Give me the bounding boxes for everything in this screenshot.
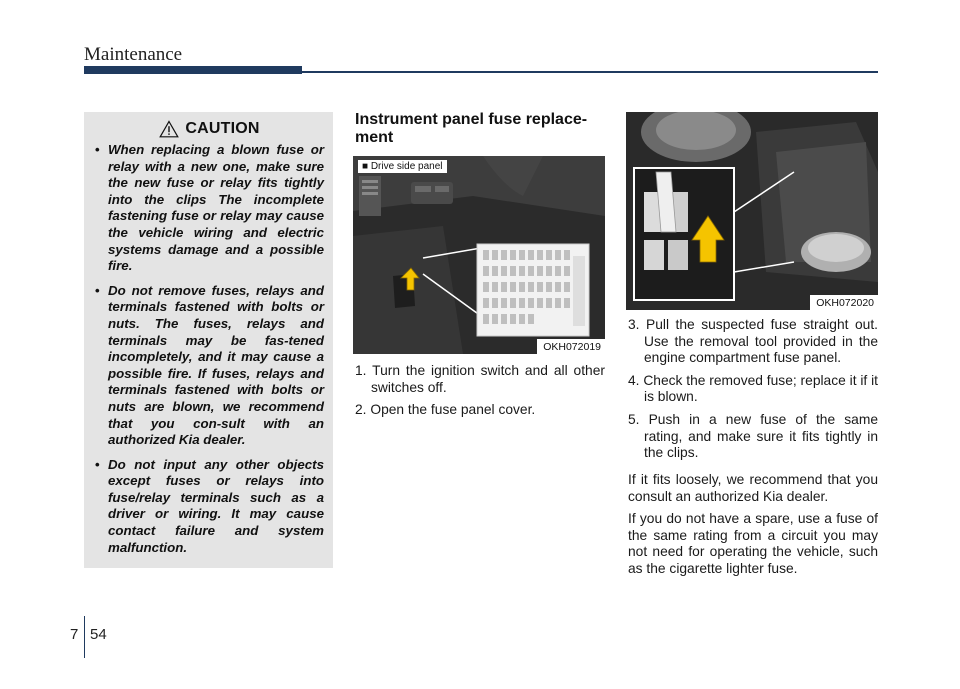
fuse-removal-illustration (626, 112, 878, 310)
note-paragraph: If it fits loosely, we recommend that you consult an authorized Kia dealer. (628, 472, 878, 504)
figure-tag: ■ Drive side panel (358, 160, 447, 173)
caution-item: • When replacing a blown fuse or relay with a new one, make sure the new fuse or relay fits tightly into the clips The incomplete fastening fuse or relay may cause the vehicle wiring and electric systems damage and a possible fire. (95, 142, 324, 274)
figure-code: OKH072019 (537, 339, 605, 354)
step-item: 3. Pull the suspected fuse straight out. Use the removal tool provided in the engine compartment fuse panel. (628, 317, 878, 366)
steps-list-left (355, 363, 605, 425)
figure-drive-side-panel (353, 156, 605, 354)
step-item: 4. Check the removed fuse; replace it if it is blown. (628, 372, 878, 405)
chapter-number: 7 (70, 626, 79, 643)
step-item: 5. Push in a new fuse of the same rating, and make sure it fits tightly in the clips. (628, 411, 878, 461)
caution-box (84, 112, 333, 568)
step-item: 1. Turn the ignition switch and all other switches off. (355, 363, 605, 395)
warning-triangle-icon (159, 120, 179, 138)
header-rule (302, 71, 878, 73)
caution-item-text: Do not remove fuses, relays and terminals fastened with bolts or nuts. The fuses, relays and terminals may be fas-tened incompletely, and it may cause a possible fire. If fuses, relays and terminals fastened with bolts or nuts are blown, we recommend that you con-sult with an authorized Kia dealer. (108, 282, 324, 448)
caution-item-text: When replacing a blown fuse or relay with a new one, make sure the new fuse or relay fits tightly into the clips The incomplete fastening fuse or relay may cause the vehicle wiring and electric systems damage and a possible fire. (108, 142, 324, 274)
caution-item: • Do not input any other objects except fuses or relays into fuse/relay terminals such as a driver or wiring. It may cause contact failure and system malfunction. (95, 456, 324, 555)
header-bar (84, 66, 302, 74)
caution-item-text: Do not input any other objects except fuses or relays into fuse/relay terminals such as a driver or wiring. It may cause contact failure and system malfunction. (108, 456, 324, 555)
fuse-panel-illustration (353, 156, 605, 354)
caution-list (95, 142, 324, 556)
section-title: Maintenance (84, 44, 183, 65)
steps-list-right (628, 317, 878, 468)
caution-item: • Do not remove fuses, relays and terminals fastened with bolts or nuts. The fuses, relays and terminals may be fas-tened incompletely, and it may cause a possible fire. If fuses, relays and terminals fastened with bolts or nuts are blown, we recommend that you con-sult with an authorized Kia dealer. (95, 282, 324, 448)
caution-title: CAUTION (185, 120, 260, 137)
figure-fuse-removal (626, 112, 878, 310)
footer-rule (84, 616, 85, 658)
page-number: 54 (90, 626, 107, 643)
section-heading: Instrument panel fuse replace-ment (355, 111, 588, 146)
figure-code: OKH072020 (810, 295, 878, 310)
step-item: 2. Open the fuse panel cover. (355, 402, 536, 418)
note-paragraph: If you do not have a spare, use a fuse of the same rating from a circuit you may not need for operating the vehicle, such as the cigarette lighter fuse. (628, 511, 878, 576)
caution-header (95, 120, 324, 138)
notes (628, 472, 878, 584)
